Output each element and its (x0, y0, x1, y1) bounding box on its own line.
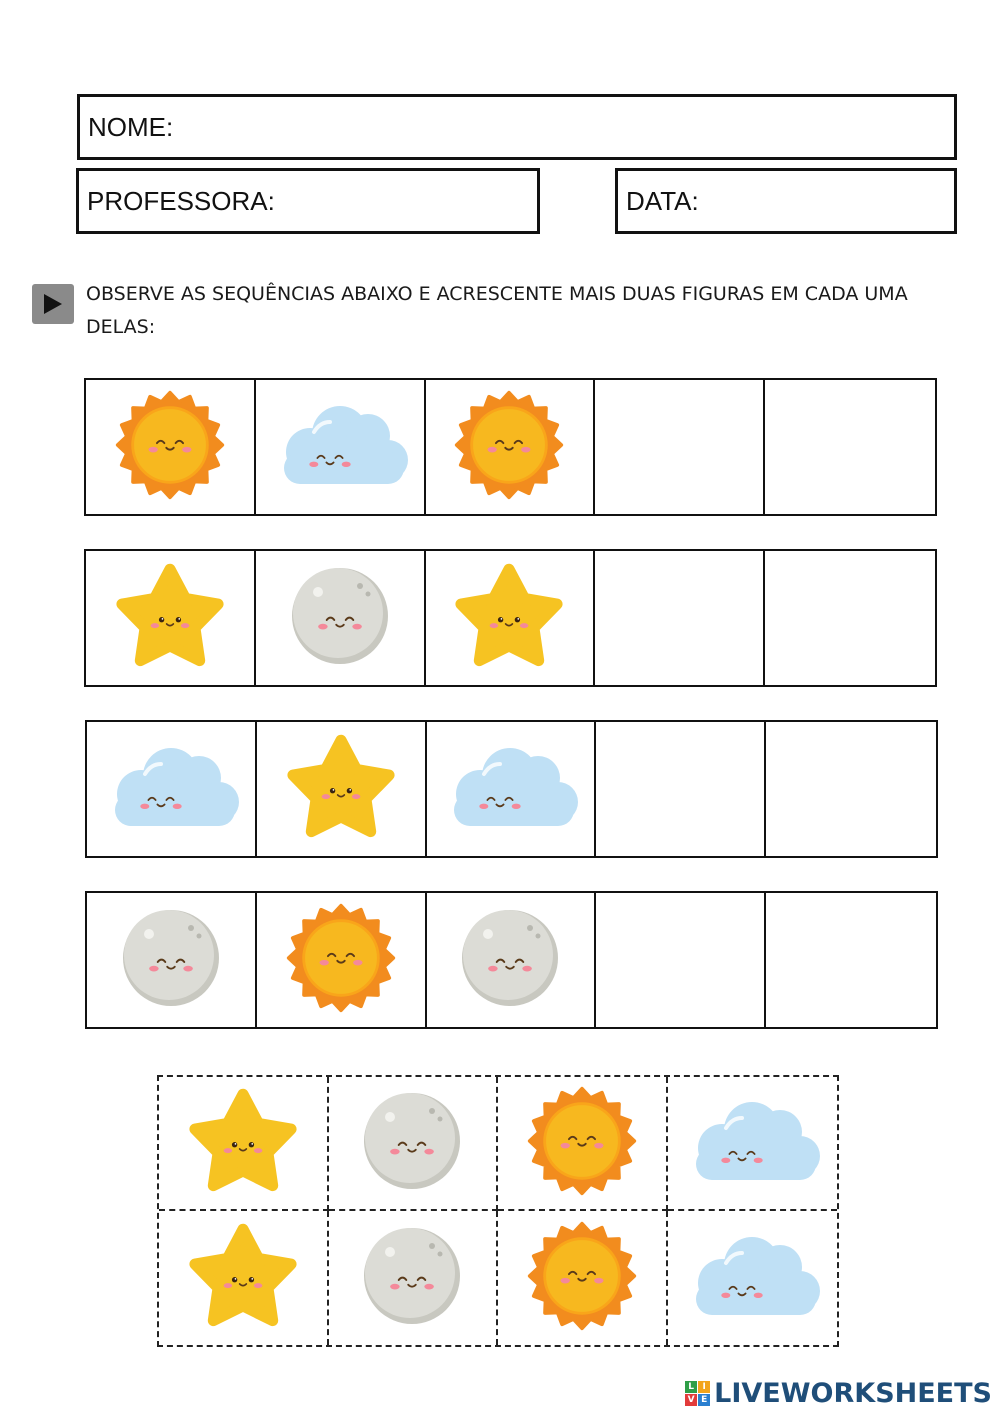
sequence-cell (87, 722, 257, 856)
sequence-row-3 (85, 720, 938, 858)
cutout-piece[interactable] (668, 1211, 838, 1345)
logo-badge-v: V (685, 1394, 697, 1406)
moon-icon[interactable] (360, 1224, 464, 1333)
date-field[interactable] (615, 168, 957, 234)
sun-icon (285, 902, 397, 1019)
sun-icon (453, 389, 565, 506)
cutout-piece[interactable] (498, 1077, 668, 1211)
sun-icon (114, 389, 226, 506)
instruction-text (86, 278, 946, 344)
name-label: NOME: (88, 111, 174, 142)
sequence-cell (256, 380, 426, 514)
logo-badge (685, 1381, 710, 1406)
cloud-icon[interactable] (682, 1098, 822, 1189)
cutout-piece[interactable] (498, 1211, 668, 1345)
sequence-row-1 (84, 378, 937, 516)
answer-drop-cell[interactable] (595, 380, 765, 514)
star-icon (285, 731, 397, 848)
cloud-icon[interactable] (682, 1233, 822, 1324)
liveworksheets-logo (685, 1378, 992, 1409)
answer-drop-cell[interactable] (596, 893, 766, 1027)
star-icon (114, 560, 226, 677)
teacher-field[interactable] (76, 168, 540, 234)
sequence-cell (256, 551, 426, 685)
sequence-row-2 (84, 549, 937, 687)
cutout-piece[interactable] (159, 1077, 329, 1211)
sequence-cell (257, 722, 427, 856)
cutout-piece[interactable] (159, 1211, 329, 1345)
answer-drop-cell[interactable] (596, 722, 766, 856)
logo-badge-l: L (685, 1381, 697, 1393)
logo-badge-i: I (698, 1381, 710, 1393)
sequence-cell (426, 551, 596, 685)
moon-icon[interactable] (360, 1089, 464, 1198)
sequence-cell (86, 380, 256, 514)
teacher-label: PROFESSORA: (87, 185, 275, 216)
instruction-line-2: DELAS: (86, 316, 156, 338)
sun-icon[interactable] (526, 1220, 638, 1337)
answer-drop-cell[interactable] (595, 551, 765, 685)
cloud-icon (440, 744, 580, 835)
cutout-pieces-grid (157, 1075, 839, 1347)
moon-icon (458, 906, 562, 1015)
answer-drop-cell[interactable] (765, 380, 935, 514)
cutout-piece[interactable] (329, 1077, 499, 1211)
star-icon[interactable] (187, 1220, 299, 1337)
answer-drop-cell[interactable] (766, 893, 936, 1027)
audio-play-button[interactable] (32, 284, 74, 324)
instruction-line-1: OBSERVE AS SEQUÊNCIAS ABAIXO E ACRESCENTE MAIS DUAS FIGURAS EM CADA UMA (86, 283, 908, 305)
logo-badge-e: E (698, 1394, 710, 1406)
answer-drop-cell[interactable] (766, 722, 936, 856)
cloud-icon (270, 402, 410, 493)
cutout-piece[interactable] (329, 1211, 499, 1345)
moon-icon (288, 564, 392, 673)
sequence-row-4 (85, 891, 938, 1029)
logo-text: LIVEWORKSHEETS (714, 1378, 992, 1409)
play-icon (42, 292, 64, 316)
sequence-cell (257, 893, 427, 1027)
moon-icon (119, 906, 223, 1015)
sun-icon[interactable] (526, 1085, 638, 1202)
sequence-cell (427, 722, 597, 856)
star-icon[interactable] (187, 1085, 299, 1202)
answer-drop-cell[interactable] (765, 551, 935, 685)
cutout-piece[interactable] (668, 1077, 838, 1211)
cloud-icon (101, 744, 241, 835)
name-field[interactable] (77, 94, 957, 160)
sequence-cell (86, 551, 256, 685)
date-label: DATA: (626, 185, 699, 216)
sequence-cell (426, 380, 596, 514)
star-icon (453, 560, 565, 677)
sequence-cell (87, 893, 257, 1027)
sequence-cell (427, 893, 597, 1027)
